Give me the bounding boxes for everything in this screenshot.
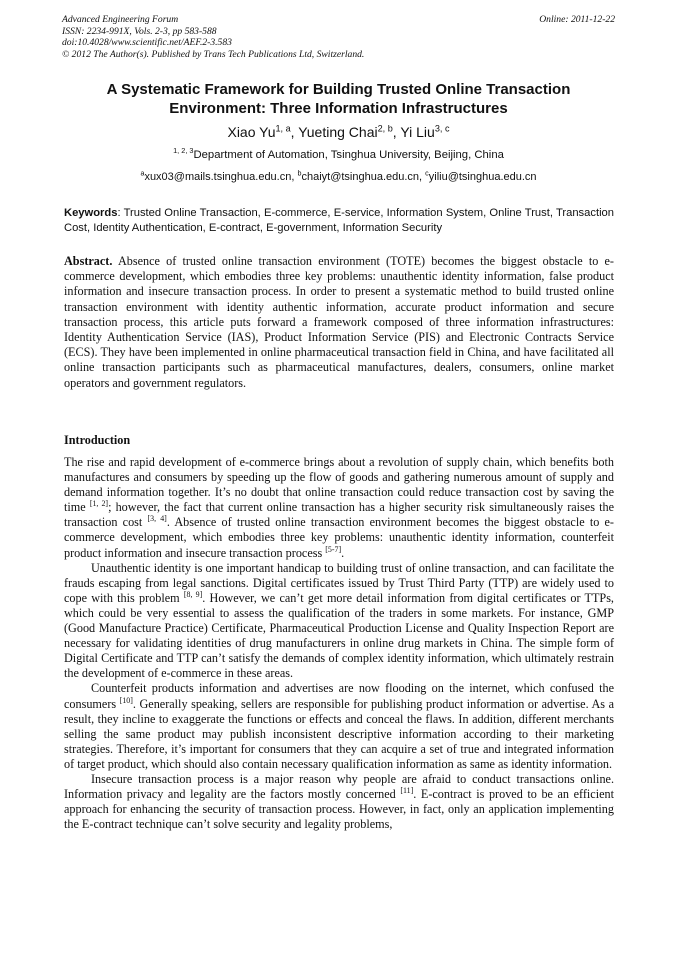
online-date: Online: 2011-12-22 [539,14,615,25]
email-address[interactable]: chaiyt@tsinghua.edu.cn [301,171,420,183]
abstract-text: Absence of trusted online transaction environment (TOTE) becomes the biggest obstacle to e-commerce development, which embodies three key problems: unauthentic identity information, false product information and insecure transaction process. In order to present a systematic method to build trusted online transaction environment with identity authentic information, accurate product information and secure transaction process, this article puts forward a framework composed of three information infrastructures: Identity Authentication Service (IAS), Product Information Service (PIS) and Electronic Contracts Service (ECS). They have been implemented in online pharmaceutical transaction field in China, and have facilitated all online transaction participants such as pharmaceutical manufactures, dealers, consumers, online market operators and government regulators. [64,254,614,390]
citation: [11] [400,786,414,795]
paragraph-text: Insecure transaction process is a major reason why people are afraid to conduct transactions online. Information privacy and legality are the factors mostly concerned [64,771,614,802]
abstract-block [64,254,614,391]
paragraph-text: The rise and rapid development of e-commerce brings about a revolution of supply chain, which benefits both manufactures and consumers by speeding up the flow of goods and gathering numerous amount of supply and demand information together. It’s no doubt that online transaction could reduce transaction cost by saving the time [64,455,614,515]
affiliation [62,148,615,163]
author-separator: , [392,124,401,140]
author-marker: 2, b [377,123,393,134]
paragraph-text: . Absence of trusted online transaction environment becomes the biggest obstacle to e-commerce development, which embodies three key problems: unauthentic identity information, counterfeit product information and insecure transaction process [64,515,614,560]
citation: [8, 9] [183,589,203,599]
journal-doi: doi:10.4028/www.scientific.net/AEF.2-3.583 [62,37,232,49]
email-marker: a [140,169,145,178]
email-separator: , [419,171,426,183]
affiliation-marker: 1, 2, 3 [173,146,194,156]
paragraph [64,561,614,682]
email-address[interactable]: xux03@mails.tsinghua.edu.cn [144,171,292,183]
email-address[interactable]: yiliu@tsinghua.edu.cn [428,171,537,183]
abstract-label: Abstract. [64,254,113,268]
email-separator: , [291,171,298,183]
paragraph-text: Unauthentic identity is one important handicap to building trust of online transaction, and can facilitate the frauds escaping from legal sanctions. Digital certificates issued by Trust Third Party (TTP) are widely used to cope with this problem [64,560,614,605]
title-line-2: Environment: Three Information Infrastructures [169,100,508,117]
journal-issn: ISSN: 2234-991X, Vols. 2-3, pp 583-588 [62,25,217,37]
paragraph [64,772,614,832]
email-marker: c [425,169,429,178]
keywords-label: Keywords [64,207,118,219]
citation: [5-7] [325,544,342,554]
author-marker: 1, a [275,123,291,134]
paragraph-text: Counterfeit products information and advertises are now flooding on the internet, which confused the consumers [64,681,614,711]
paper-title [62,80,615,118]
affiliation-text: Department of Automation, Tsinghua University, Beijing, China [193,149,504,161]
author-list [62,123,615,141]
keywords-text: : Trusted Online Transaction, E-commerce, E-service, Information System, Online Trust, Transaction Cost, Identity Authentication, E-contract, E-government, Information Security [64,207,614,234]
paragraph [64,681,614,772]
paragraph-text: . Generally speaking, sellers are responsible for publishing product information or advertise. As a result, they incline to exaggerate the functions or effects and conceal the flaws. In addition, different merchants selling the same product may publish inconsistent descriptive information according to their marketing strategies. Therefore, it’s important for consumers that they can acquire a set of true and integrated information of target product, which should also contain necessary qualification information as same as identity information. [64,696,615,771]
paragraph-text: ; however, the fact that current online transaction has a higher security risk simultaneously raises the transaction cost [64,500,614,530]
paragraph [64,455,614,561]
keywords-block [64,206,614,236]
paragraph-text: . E-contract is proved to be an efficient approach for enhancing the security of transaction process. However, in fact, only an application implementing the E-contract technique can’t solve security and legality problems, [64,787,614,832]
email-marker: b [297,169,302,178]
copyright-notice: © 2012 The Author(s). Published by Trans Tech Publications Ltd, Switzerland. [62,48,365,60]
author-name: Yi Liu [400,124,435,140]
citation: [3, 4] [147,514,167,524]
section-heading-introduction: Introduction [64,433,131,447]
author-separator: , [290,124,299,140]
introduction-body [64,455,614,832]
paragraph-text: . [341,545,345,560]
email-list [62,170,615,185]
citation: [10] [119,695,133,705]
author-name: Yueting Chai [298,124,378,140]
journal-header [62,14,615,60]
citation: [1, 2] [89,499,109,509]
title-line-1: A Systematic Framework for Building Trusted Online Transaction [106,81,571,98]
author-marker: 3, c [434,123,450,134]
author-name: Xiao Yu [227,124,276,140]
journal-name: Advanced Engineering Forum [62,14,179,25]
paragraph-text: . However, we can’t get more detail information from digital certificates or TTPs, which could be very essential to assess the qualification of the traders in some markets. For instance, GMP (Good Manufacture Practice) Certificate, Pharmaceutical Production License and Quality Inspection Report are necessary for validating identities of drug manufacturers in online drug markets in China. The simple form of Digital Certificate and TTP can’t satisfy the demands of complex identity information, which ultimately restrain the development of e-commerce in these areas. [64,590,614,681]
